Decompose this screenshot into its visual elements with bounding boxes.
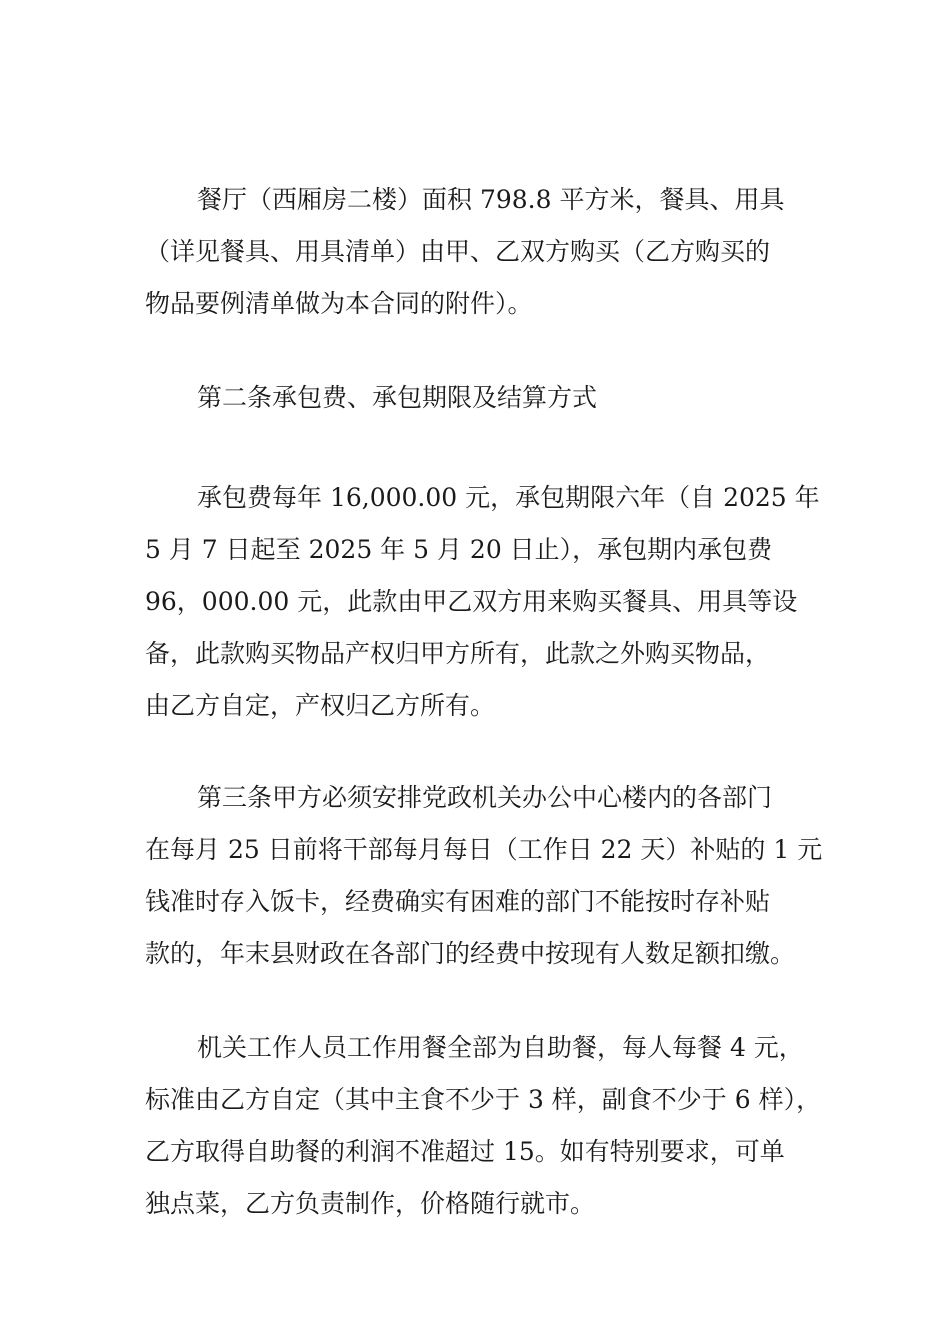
paragraph-article-3 — [145, 772, 823, 980]
text-line: （详见餐具、用具清单）由甲、乙双方购买（乙方购买的 — [145, 237, 771, 266]
paragraph-buffet-meals — [145, 1022, 822, 1230]
text-line: 餐厅（西厢房二楼）面积 798.8 平方米，餐具、用具 — [197, 185, 785, 214]
text-line: 标准由乙方自定（其中主食不少于 3 样，副食不少于 6 样）， — [145, 1085, 822, 1114]
text-line: 96，000.00 元，此款由甲乙双方用来购买餐具、用具等设 — [145, 587, 798, 616]
text-line: 款的，年末县财政在各部门的经费中按现有人数足额扣缴。 — [145, 939, 796, 968]
text-line: 乙方取得自助餐的利润不准超过 15。如有特别要求，可单 — [145, 1137, 785, 1166]
text-line: 在每月 25 日前将干部每月每日（工作日 22 天）补贴的 1 元 — [145, 835, 823, 864]
text-line: 物品要例清单做为本合同的附件）。 — [145, 289, 533, 318]
text-line: 第三条甲方必须安排党政机关办公中心楼内的各部门 — [197, 783, 773, 812]
text-line: 5 月 7 日起至 2025 年 5 月 20 日止），承包期内承包费 — [145, 535, 773, 564]
text-line: 机关工作人员工作用餐全部为自助餐，每人每餐 4 元， — [197, 1033, 804, 1062]
text-line: 备，此款购买物品产权归甲方所有，此款之外购买物品， — [145, 639, 771, 668]
paragraph-contract-fee — [145, 472, 820, 732]
heading-line: 第二条承包费、承包期限及结算方式 — [197, 383, 598, 412]
section-heading-article-2 — [145, 372, 815, 424]
text-line: 由乙方自定，产权归乙方所有。 — [145, 691, 496, 720]
text-line: 独点菜，乙方负责制作，价格随行就市。 — [145, 1189, 596, 1218]
text-line: 承包费每年 16,000.00 元，承包期限六年（自 2025 年 — [197, 483, 820, 512]
text-line: 钱准时存入饭卡，经费确实有困难的部门不能按时存补贴 — [145, 887, 771, 916]
paragraph-dining-hall-area — [145, 174, 815, 330]
